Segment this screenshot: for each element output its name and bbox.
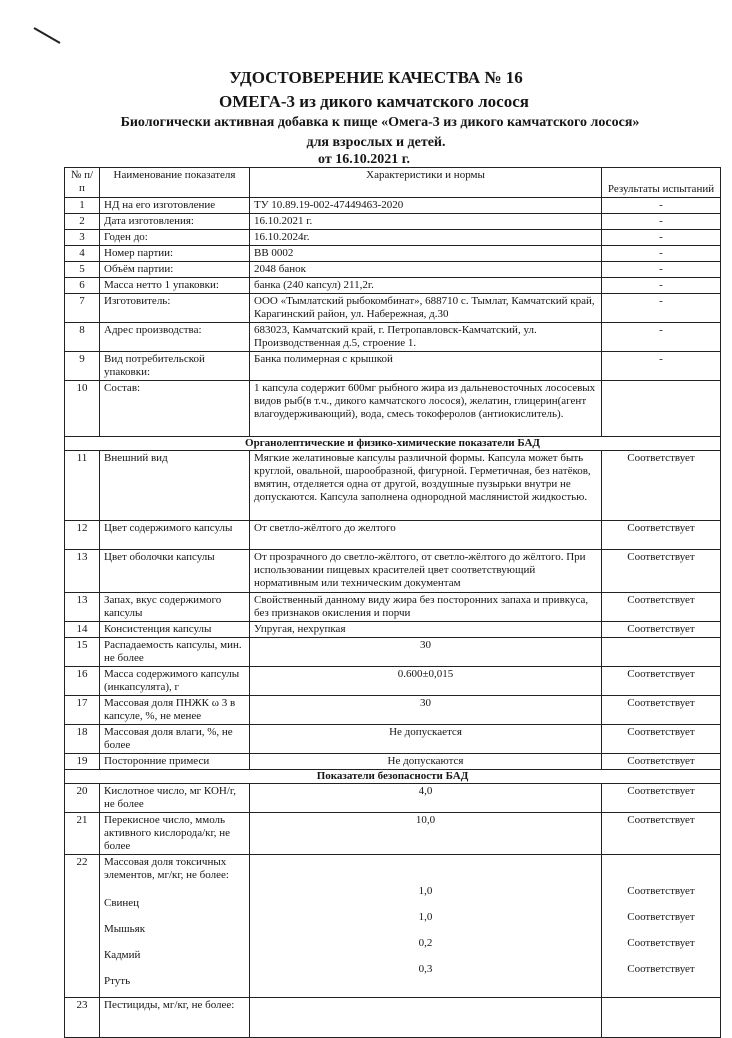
row-number: 4 [65, 246, 100, 262]
indicator-name: Состав: [100, 381, 250, 437]
toxic-element-name: Мышьяк [104, 923, 146, 935]
section-organoleptic: Органолептические и физико-химические показатели БАД [65, 437, 721, 451]
indicator-norm: Упругая, нехрупкая [250, 622, 602, 638]
toxic-element-value: 0,2 [418, 937, 433, 949]
indicator-norm: Мягкие желатиновые капсулы различной формы. Капсула может быть круглой, овальной, шарообразной, фигурной. Герметичная, без натёков, вмятин, отделяется одна от другой, воздушные пузырьки внутри не допускаются. Капсула заполнена однородной маслянистой жидкостью. [250, 451, 602, 521]
indicator-name: Масса содержимого капсулы (инкапсулята), г [100, 667, 250, 696]
toxic-element-result: Соответствует [627, 963, 695, 975]
row-number: 19 [65, 754, 100, 770]
test-result: Соответствует [602, 784, 721, 813]
toxic-elements-row [65, 855, 721, 998]
row-number: 6 [65, 278, 100, 294]
row-number: 9 [65, 352, 100, 381]
table-row [65, 323, 721, 352]
indicator-norm: банка (240 капсул) 211,2г. [250, 278, 602, 294]
row-number: 13 [65, 550, 100, 593]
toxic-element-value: 1,0 [418, 911, 433, 923]
test-result: Соответствует [602, 667, 721, 696]
table-row [65, 550, 721, 593]
toxic-heading: Массовая доля токсичных элементов, мг/кг, не более: [104, 856, 229, 881]
header-characteristics: Характеристики и нормы [250, 168, 602, 198]
indicator-norm: 2048 банок [250, 262, 602, 278]
indicator-name: Внешний вид [100, 451, 250, 521]
indicator-norm: От светло-жёлтого до желтого [250, 521, 602, 550]
indicator-norm: Не допускается [250, 725, 602, 754]
indicator-name: Адрес производства: [100, 323, 250, 352]
table-row [65, 754, 721, 770]
row-number: 10 [65, 381, 100, 437]
test-result [602, 855, 721, 998]
test-result: - [602, 323, 721, 352]
indicator-name: Номер партии: [100, 246, 250, 262]
indicator-name [100, 855, 250, 998]
row-number: 11 [65, 451, 100, 521]
quality-table [64, 167, 721, 1038]
indicator-norm [250, 855, 602, 998]
indicator-name: Годен до: [100, 230, 250, 246]
table-row [65, 725, 721, 754]
indicator-name: Массовая доля влаги, %, не более [100, 725, 250, 754]
table-row [65, 198, 721, 214]
table-row [65, 998, 721, 1038]
row-number: 13 [65, 593, 100, 622]
row-number: 5 [65, 262, 100, 278]
toxic-element-value: 1,0 [418, 885, 433, 897]
test-result: - [602, 294, 721, 323]
indicator-name: Посторонние примеси [100, 754, 250, 770]
test-result: - [602, 278, 721, 294]
section-safety: Показатели безопасности БАД [65, 770, 721, 784]
product-subtitle: Биологически активная добавка к пище «Омега-3 из дикого камчатского лосося» [120, 115, 640, 130]
row-number: 21 [65, 813, 100, 855]
table-row [65, 638, 721, 667]
indicator-name: Цвет содержимого капсулы [100, 521, 250, 550]
table-row [65, 813, 721, 855]
row-number: 23 [65, 998, 100, 1038]
test-result: Соответствует [602, 696, 721, 725]
indicator-name: Консистенция капсулы [100, 622, 250, 638]
row-number: 16 [65, 667, 100, 696]
table-row [65, 784, 721, 813]
indicator-name: Пестициды, мг/кг, не более: [100, 998, 250, 1038]
table-row [65, 262, 721, 278]
table-row [65, 352, 721, 381]
test-result: Соответствует [602, 813, 721, 855]
indicator-norm: ООО «Тымлатский рыбокомбинат», 688710 с. Тымлат, Камчатский край, Карагинский район, ул. Набережная, д.30 [250, 294, 602, 323]
row-number: 1 [65, 198, 100, 214]
indicator-norm: ВВ 0002 [250, 246, 602, 262]
row-number: 17 [65, 696, 100, 725]
indicator-name: Массовая доля ПНЖК ω 3 в капсуле, %, не менее [100, 696, 250, 725]
indicator-name: Масса нетто 1 упаковки: [100, 278, 250, 294]
indicator-norm: 683023, Камчатский край, г. Петропавловск-Камчатский, ул. Производственная д.5, строение 1. [250, 323, 602, 352]
test-result: Соответствует [602, 725, 721, 754]
row-number: 18 [65, 725, 100, 754]
test-result: Соответствует [602, 451, 721, 521]
indicator-norm: 30 [250, 696, 602, 725]
test-result [602, 998, 721, 1038]
indicator-norm: Банка полимерная с крышкой [250, 352, 602, 381]
indicator-norm: 16.10.2024г. [250, 230, 602, 246]
test-result: - [602, 214, 721, 230]
test-result: - [602, 246, 721, 262]
product-name: ОМЕГА-3 из дикого камчатского лосося [219, 92, 529, 111]
table-row [65, 696, 721, 725]
test-result: - [602, 262, 721, 278]
table-row [65, 278, 721, 294]
toxic-element-result: Соответствует [627, 885, 695, 897]
pen-stroke-mark [34, 27, 61, 44]
table-header-row [65, 168, 721, 198]
toxic-element-value: 0,3 [418, 963, 433, 975]
indicator-norm: 16.10.2021 г. [250, 214, 602, 230]
indicator-name: НД на его изготовление [100, 198, 250, 214]
indicator-norm [250, 998, 602, 1038]
indicator-name: Дата изготовления: [100, 214, 250, 230]
test-result: - [602, 230, 721, 246]
test-result: Соответствует [602, 593, 721, 622]
indicator-norm: 4,0 [250, 784, 602, 813]
indicator-norm: 1 капсула содержит 600мг рыбного жира из дальневосточных лососевых видов рыб(в т.ч., дикого камчатского лосося), желатин, глицерин(агент влагоудерживающий), вода, смесь токоферолов (антиокислитель). [250, 381, 602, 437]
document-date: от 16.10.2021 г. [318, 152, 410, 167]
header-num: № п/п [65, 168, 100, 198]
row-number: 15 [65, 638, 100, 667]
table-row [65, 521, 721, 550]
section-row [65, 437, 721, 451]
table-row [65, 294, 721, 323]
document-title: УДОСТОВЕРЕНИЕ КАЧЕСТВА № 16 [229, 68, 523, 87]
row-number: 14 [65, 622, 100, 638]
row-number: 2 [65, 214, 100, 230]
table-row [65, 246, 721, 262]
row-number: 20 [65, 784, 100, 813]
table-row [65, 381, 721, 437]
indicator-name: Перекисное число, ммоль активного кислорода/кг, не более [100, 813, 250, 855]
indicator-name: Объём партии: [100, 262, 250, 278]
toxic-element-name: Кадмий [104, 949, 141, 961]
indicator-norm: От прозрачного до светло-жёлтого, от светло-жёлтого до жёлтого. При использовании пищевых красителей цвет соответствующий нормативным или техническим документам [250, 550, 602, 593]
table-row [65, 667, 721, 696]
table-row [65, 593, 721, 622]
row-number: 22 [65, 855, 100, 998]
indicator-norm: ТУ 10.89.19-002-47449463-2020 [250, 198, 602, 214]
section-row [65, 770, 721, 784]
header-results: Результаты испытаний [602, 168, 721, 198]
test-result: - [602, 198, 721, 214]
row-number: 3 [65, 230, 100, 246]
indicator-name: Кислотное число, мг КОН/г, не более [100, 784, 250, 813]
row-number: 8 [65, 323, 100, 352]
toxic-element-name: Ртуть [104, 975, 131, 987]
test-result: - [602, 352, 721, 381]
toxic-element-name: Свинец [104, 897, 140, 909]
test-result: Соответствует [602, 622, 721, 638]
toxic-element-result: Соответствует [627, 911, 695, 923]
audience-line: для взрослых и детей. [306, 135, 446, 150]
table-row [65, 230, 721, 246]
test-result [602, 638, 721, 667]
indicator-norm: 0.600±0,015 [250, 667, 602, 696]
header-name: Наименование показателя [100, 168, 250, 198]
indicator-norm: 30 [250, 638, 602, 667]
test-result: Соответствует [602, 521, 721, 550]
indicator-name: Запах, вкус содержимого капсулы [100, 593, 250, 622]
indicator-name: Распадаемость капсулы, мин. не более [100, 638, 250, 667]
row-number: 12 [65, 521, 100, 550]
row-number: 7 [65, 294, 100, 323]
indicator-name: Цвет оболочки капсулы [100, 550, 250, 593]
indicator-norm: 10,0 [250, 813, 602, 855]
indicator-name: Вид потребительской упаковки: [100, 352, 250, 381]
table-row [65, 622, 721, 638]
indicator-norm: Свойственный данному виду жира без посторонних запаха и привкуса, без признаков окисления и порчи [250, 593, 602, 622]
toxic-element-result: Соответствует [627, 937, 695, 949]
table-row [65, 214, 721, 230]
table-row [65, 451, 721, 521]
indicator-name: Изготовитель: [100, 294, 250, 323]
indicator-norm: Не допускаются [250, 754, 602, 770]
test-result: Соответствует [602, 550, 721, 593]
test-result: Соответствует [602, 754, 721, 770]
test-result [602, 381, 721, 437]
